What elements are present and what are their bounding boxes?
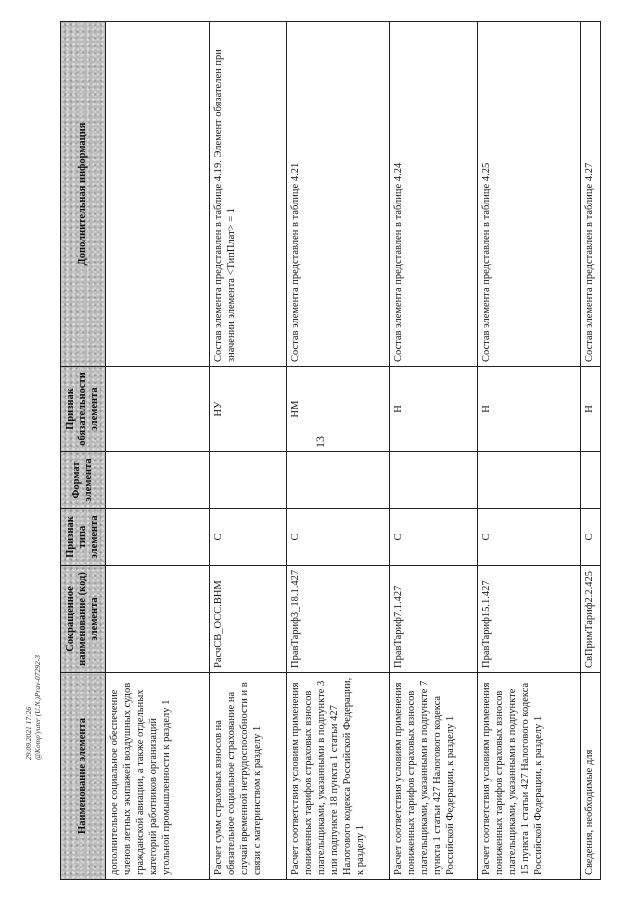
cell-type: С [209, 509, 286, 566]
cell-format [106, 452, 210, 509]
cell-name: Расчет соответствия условиям применения пониженных тарифов страховых взносов плательщиками, указанными в подпункте 3 или подпункте 18 пункта 1 статьи 427 Налогового кодекса Российской Федерации, к разделу 1 [286, 673, 390, 880]
cell-type: С [477, 509, 581, 566]
elements-table [60, 21, 601, 880]
header-element-code: Сокращенное наименование (код) элемента [61, 566, 106, 673]
cell-required: Н [477, 367, 581, 452]
header-element-name: Наименование элемента [61, 673, 106, 880]
header-additional-info: Дополнительная информация [61, 22, 106, 367]
cell-format [477, 452, 581, 509]
cell-info: Состав элемента представлен в таблице 4.25 [477, 22, 581, 367]
cell-name: Расчет соответствия условиям применения пониженных тарифов страховых взносов плательщиками, указанными в подпункте 7 пункта 1 статьи 427 Налогового кодекса Российской Федерации, к разделу 1 [390, 673, 477, 880]
header-element-format: Формат элемента [61, 452, 106, 509]
cell-type: С [581, 509, 601, 566]
header-element-type: Признак типа элемента [61, 509, 106, 566]
cell-code [106, 566, 210, 673]
cell-info: Состав элемента представлен в таблице 4.27 [581, 22, 601, 367]
table-header-row [61, 22, 106, 880]
cell-format [209, 452, 286, 509]
cell-name: дополнительное социальное обеспечение членов летных экипажей воздушных судов гражданской авиации, а также отдельных категорий работников организаций угольной промышленности к разделу 1 [106, 673, 210, 880]
cell-format [286, 452, 390, 509]
table-row [390, 22, 477, 880]
stamp-line-1: 29.09.2021 17:26 [24, 706, 33, 760]
table-row [581, 22, 601, 880]
rotated-table-wrapper [60, 22, 601, 880]
stamp-line-2: @Komp'yuter (U.N.)Prav-07292-3 [33, 655, 42, 760]
cell-name: Сведения, необходимые для [581, 673, 601, 880]
cell-info: Состав элемента представлен в таблице 4.24 [390, 22, 477, 367]
cell-info [106, 22, 210, 367]
cell-code: ПравТариф7.1.427 [390, 566, 477, 673]
cell-code: ПравТариф15.1.427 [477, 566, 581, 673]
cell-required: Н [390, 367, 477, 452]
cell-format [390, 452, 477, 509]
cell-code: СвПримТариф2.2.425 [581, 566, 601, 673]
cell-type [106, 509, 210, 566]
cell-info: Состав элемента представлен в таблице 4.21 [286, 22, 390, 367]
cell-info: Состав элемента представлен в таблице 4.19. Элемент обязателен при значении элемента <ТипПлат> = 1 [209, 22, 286, 367]
table-row [209, 22, 286, 880]
cell-name: Расчет сумм страховых взносов на обязательное социальное страхование на случай временной нетрудоспособности и в связи с материнством к разделу 1 [209, 673, 286, 880]
cell-required: Н [581, 367, 601, 452]
header-element-required: Признак обязательности элемента [61, 367, 106, 452]
table-row [106, 22, 210, 880]
print-stamp [24, 620, 54, 760]
table-row [286, 22, 390, 880]
cell-name: Расчет соответствия условиям применения пониженных тарифов страховых взносов плательщиками, указанными в подпункте 15 пункта 1 статьи 427 Налогового кодекса Российской Федерации, к разделу 1 [477, 673, 581, 880]
cell-required: НУ [209, 367, 286, 452]
cell-required [106, 367, 210, 452]
cell-format [581, 452, 601, 509]
cell-required: НМ [286, 367, 390, 452]
page-number-text: 13 [312, 436, 327, 448]
cell-type: С [286, 509, 390, 566]
cell-code: ПравТариф3_18.1.427 [286, 566, 390, 673]
cell-code: РасчСВ_ОСС.ВНМ [209, 566, 286, 673]
table-row [477, 22, 581, 880]
cell-type: С [390, 509, 477, 566]
